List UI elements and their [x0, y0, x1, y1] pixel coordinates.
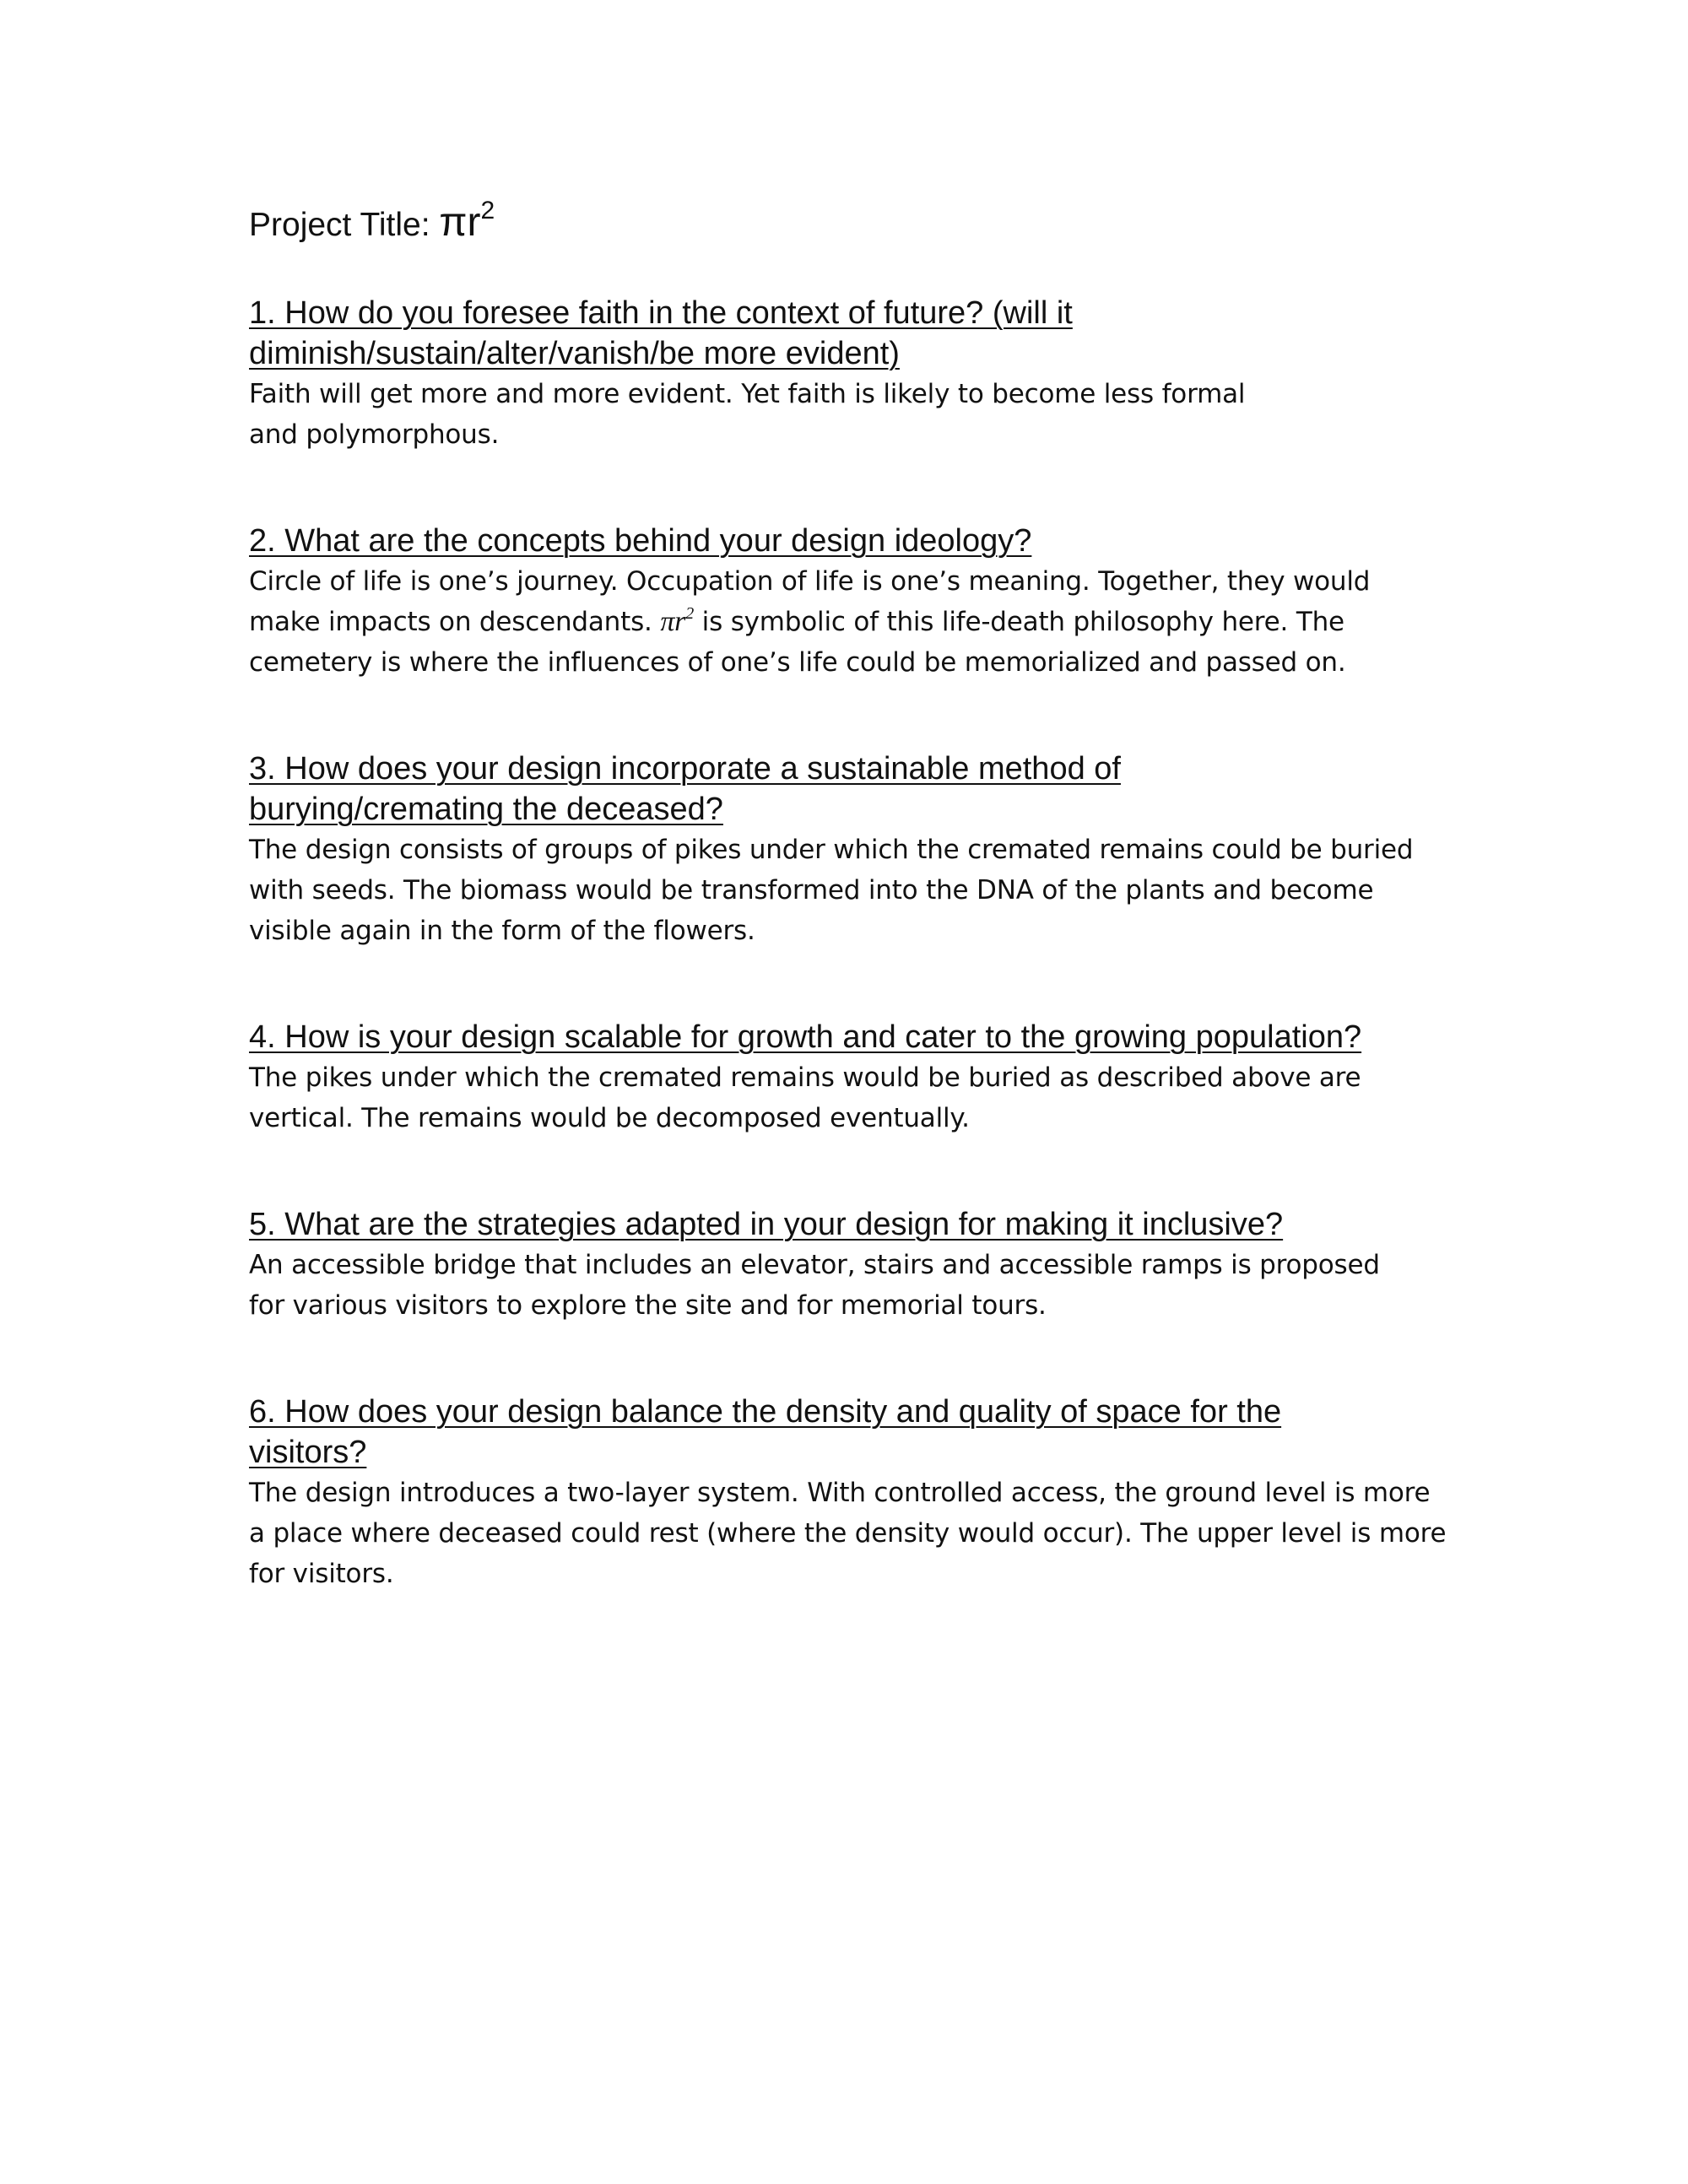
question-3: 3. How does your design incorporate a sustainable method of burying/cremating the deceased? — [249, 751, 1121, 827]
question-2: 2. What are the concepts behind your design ideology? — [249, 523, 1032, 559]
question-6: 6. How does your design balance the density and quality of space for the visitors? — [249, 1394, 1282, 1470]
project-title — [249, 199, 1447, 249]
answer-4: The pikes under which the cremated remains would be buried as described above are vertical. The remains would be decomposed eventually. — [249, 1062, 1361, 1133]
answer-5: An accessible bridge that includes an elevator, stairs and accessible ramps is proposed for various visitors to explore the site and for memorial tours. — [249, 1250, 1380, 1321]
qa-section-1 — [249, 293, 1447, 455]
answer-2-part-1: Circle of life is one’s journey. Occupation of life is one’s meaning. Together, they would make impacts on descendants. — [249, 566, 1371, 637]
project-title-exponent: 2 — [480, 197, 495, 224]
qa-section-5 — [249, 1204, 1447, 1326]
question-5: 5. What are the strategies adapted in your design for making it inclusive? — [249, 1207, 1284, 1242]
answer-2-math-symbol: πr — [660, 606, 686, 637]
answer-1: Faith will get more and more evident. Yet faith is likely to become less formal and polymorphous. — [249, 379, 1246, 450]
qa-section-2 — [249, 521, 1447, 683]
project-title-symbol: πr — [439, 200, 481, 245]
qa-section-6 — [249, 1392, 1447, 1594]
qa-section-4 — [249, 1017, 1447, 1138]
project-title-label: Project Title: — [249, 207, 430, 243]
qa-section-3 — [249, 749, 1447, 951]
answer-2-math — [660, 606, 694, 637]
document-page — [249, 199, 1447, 1594]
answer-2-math-exponent: 2 — [685, 604, 695, 623]
question-4: 4. How is your design scalable for growth and cater to the growing population? — [249, 1019, 1362, 1055]
answer-3: The design consists of groups of pikes under which the cremated remains could be buried with seeds. The biomass would be transformed into the DNA of the plants and become visible again in the form of the flowers. — [249, 835, 1414, 946]
question-1: 1. How do you foresee faith in the context of future? (will it diminish/sustain/alter/vanish/be more evident) — [249, 295, 1073, 371]
answer-2 — [249, 561, 1431, 683]
answer-6: The design introduces a two-layer system. With controlled access, the ground level is more a place where deceased could rest (where the density would occur). The upper level is more for visitors. — [249, 1478, 1447, 1589]
answer-2-part-2: is symbolic of this life-death philosophy here. The cemetery is where the influences of one’s life could be memorialized and passed on. — [249, 607, 1346, 678]
